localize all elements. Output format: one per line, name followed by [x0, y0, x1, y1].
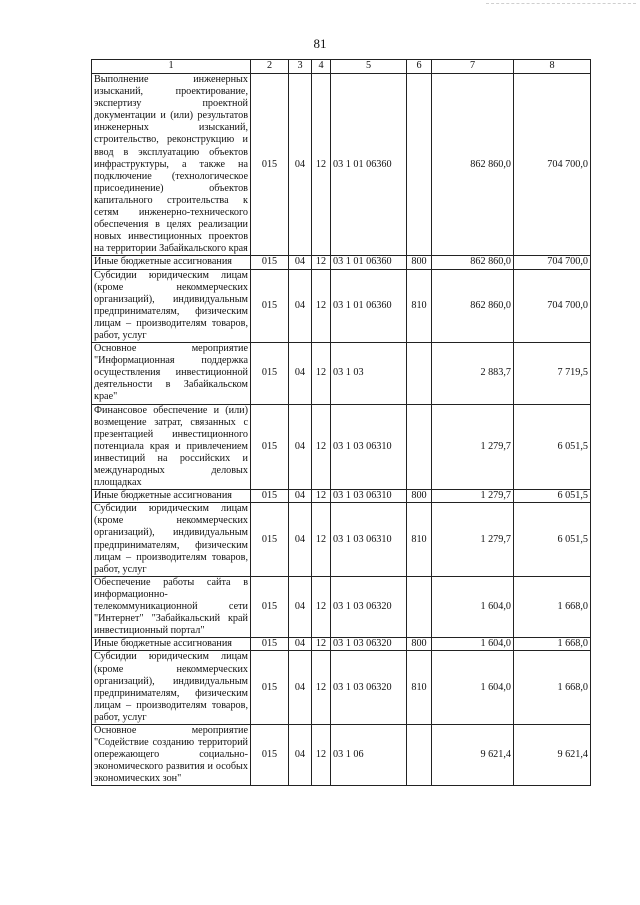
row-cell: 015: [251, 74, 289, 256]
row-cell: 1 604,0: [432, 576, 514, 637]
row-cell: 1 604,0: [432, 638, 514, 651]
row-cell: 04: [289, 638, 312, 651]
row-cell: 704 700,0: [514, 269, 591, 343]
row-name-cell: Основное мероприятие "Информационная поддержка осуществления инвестиционной деятельности в Забайкальском крае": [92, 343, 251, 404]
header-cell: 4: [312, 60, 331, 74]
row-cell: 03 1 03: [331, 343, 407, 404]
row-cell: 810: [407, 269, 432, 343]
row-cell: 862 860,0: [432, 269, 514, 343]
row-cell: 04: [289, 74, 312, 256]
row-cell: 810: [407, 503, 432, 577]
table-row: [92, 404, 591, 490]
row-cell: 12: [312, 269, 331, 343]
row-cell: 12: [312, 651, 331, 725]
row-cell: 2 883,7: [432, 343, 514, 404]
row-cell: 03 1 01 06360: [331, 74, 407, 256]
row-cell: [407, 404, 432, 490]
row-cell: 1 668,0: [514, 651, 591, 725]
row-cell: 04: [289, 724, 312, 785]
row-cell: 1 279,7: [432, 404, 514, 490]
table-row: [92, 490, 591, 503]
row-name-cell: Финансовое обеспечение и (или) возмещение затрат, связанных с презентацией инвестиционного потенциала края и привлечением инвестиций на российских и международных деловых площадках: [92, 404, 251, 490]
table-row: [92, 651, 591, 725]
row-cell: 03 1 03 06320: [331, 638, 407, 651]
row-cell: 015: [251, 576, 289, 637]
row-cell: 015: [251, 269, 289, 343]
table-row: [92, 74, 591, 256]
row-cell: 03 1 03 06320: [331, 576, 407, 637]
row-cell: 862 860,0: [432, 256, 514, 269]
row-cell: 04: [289, 269, 312, 343]
row-cell: [407, 343, 432, 404]
table-row: [92, 256, 591, 269]
row-cell: 03 1 01 06360: [331, 256, 407, 269]
row-name-cell: Иные бюджетные ассигнования: [92, 256, 251, 269]
row-cell: 1 279,7: [432, 503, 514, 577]
row-cell: 1 668,0: [514, 638, 591, 651]
row-cell: 800: [407, 256, 432, 269]
row-cell: 6 051,5: [514, 503, 591, 577]
row-cell: 704 700,0: [514, 256, 591, 269]
row-cell: 015: [251, 404, 289, 490]
row-name-cell: Основное мероприятие "Содействие созданию территорий опережающего социально-экономического развития и особых экономических зон": [92, 724, 251, 785]
row-cell: [407, 724, 432, 785]
row-cell: 810: [407, 651, 432, 725]
table-row: [92, 638, 591, 651]
row-cell: 12: [312, 343, 331, 404]
row-cell: 015: [251, 638, 289, 651]
row-cell: 03 1 03 06320: [331, 651, 407, 725]
row-cell: 04: [289, 256, 312, 269]
header-cell: 7: [432, 60, 514, 74]
row-cell: 03 1 01 06360: [331, 269, 407, 343]
header-cell: 2: [251, 60, 289, 74]
row-cell: 04: [289, 576, 312, 637]
header-cell: 8: [514, 60, 591, 74]
budget-table: [91, 59, 591, 786]
header-cell: 1: [92, 60, 251, 74]
row-cell: 6 051,5: [514, 404, 591, 490]
row-cell: 1 279,7: [432, 490, 514, 503]
row-cell: 9 621,4: [514, 724, 591, 785]
row-cell: 015: [251, 651, 289, 725]
header-cell: 5: [331, 60, 407, 74]
row-cell: 6 051,5: [514, 490, 591, 503]
row-cell: 800: [407, 638, 432, 651]
row-cell: 1 668,0: [514, 576, 591, 637]
row-name-cell: Субсидии юридическим лицам (кроме некоммерческих организаций), индивидуальным предпринимателям, физическим лицам – производителям товаров, работ, услуг: [92, 503, 251, 577]
row-cell: 12: [312, 74, 331, 256]
row-cell: 015: [251, 490, 289, 503]
table-row: [92, 269, 591, 343]
row-cell: 1 604,0: [432, 651, 514, 725]
row-cell: 12: [312, 404, 331, 490]
row-cell: 800: [407, 490, 432, 503]
row-cell: [407, 74, 432, 256]
row-cell: 03 1 03 06310: [331, 404, 407, 490]
row-cell: 12: [312, 503, 331, 577]
header-cell: 3: [289, 60, 312, 74]
row-cell: 12: [312, 256, 331, 269]
row-cell: 7 719,5: [514, 343, 591, 404]
row-name-cell: Обеспечение работы сайта в информационно-телекоммуникационной сети "Интернет" "Забайкальский край инвестиционный портал": [92, 576, 251, 637]
row-cell: 12: [312, 576, 331, 637]
row-cell: 03 1 06: [331, 724, 407, 785]
row-cell: 04: [289, 343, 312, 404]
row-cell: 04: [289, 490, 312, 503]
top-edge-line: [486, 3, 636, 4]
row-cell: 704 700,0: [514, 74, 591, 256]
row-name-cell: Выполнение инженерных изысканий, проектирование, экспертизу проектной документации и (или) результатов инженерных изысканий, строительство, реконструкцию и ввод в эксплуатацию объектов инфраструктуры, а также на подключение (технологическое присоединение) объектов капитального строительства к сетям инженерно-технического обеспечения в целях реализации новых инвестиционных проектов на территории Забайкальского края: [92, 74, 251, 256]
row-cell: 862 860,0: [432, 74, 514, 256]
table-row: [92, 576, 591, 637]
table-row: [92, 503, 591, 577]
row-name-cell: Субсидии юридическим лицам (кроме некоммерческих организаций), индивидуальным предпринимателям, физическим лицам – производителям товаров, работ, услуг: [92, 269, 251, 343]
row-cell: 04: [289, 404, 312, 490]
table-row: [92, 724, 591, 785]
row-cell: 015: [251, 343, 289, 404]
row-cell: 03 1 03 06310: [331, 490, 407, 503]
row-name-cell: Субсидии юридическим лицам (кроме некоммерческих организаций), индивидуальным предпринимателям, физическим лицам – производителям товаров, работ, услуг: [92, 651, 251, 725]
row-cell: 12: [312, 724, 331, 785]
table-row: [92, 343, 591, 404]
row-cell: 12: [312, 490, 331, 503]
row-cell: 9 621,4: [432, 724, 514, 785]
row-name-cell: Иные бюджетные ассигнования: [92, 638, 251, 651]
header-row: [92, 60, 591, 74]
row-cell: [407, 576, 432, 637]
row-cell: 015: [251, 724, 289, 785]
row-cell: 04: [289, 503, 312, 577]
header-cell: 6: [407, 60, 432, 74]
page-number: 81: [313, 36, 327, 51]
row-cell: 03 1 03 06310: [331, 503, 407, 577]
row-cell: 04: [289, 651, 312, 725]
row-name-cell: Иные бюджетные ассигнования: [92, 490, 251, 503]
row-cell: 12: [312, 638, 331, 651]
row-cell: 015: [251, 503, 289, 577]
row-cell: 015: [251, 256, 289, 269]
